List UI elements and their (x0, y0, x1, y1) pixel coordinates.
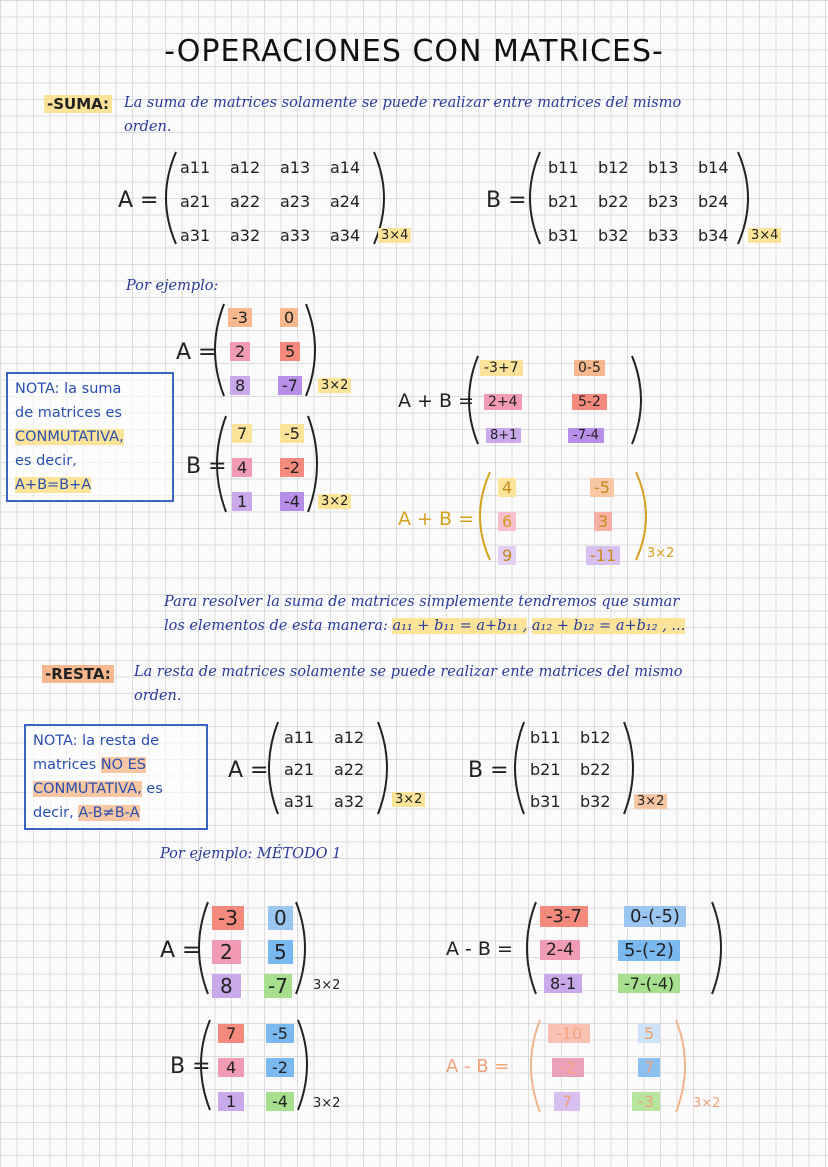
suma-desc-line1: La suma de matrices solamente se puede realizar entre matrices del mismo (124, 95, 682, 111)
matrix-cell: a32 (334, 792, 365, 811)
resta-matrix-a (284, 728, 384, 818)
resta-ex-b-dim: 3×2 (313, 1096, 341, 1111)
matrix-cell: -5 (590, 478, 614, 497)
suma-ex-a-label: A = (176, 340, 217, 365)
suma-ex-a-dim: 3×2 (318, 378, 351, 393)
matrix-cell: -5 (280, 424, 304, 443)
matrix-cell: 5 (638, 1024, 660, 1043)
matrix-cell: 2-4 (540, 940, 580, 960)
sum-expr-label: A + B = (398, 390, 474, 412)
resta-matrix-b-label: B = (468, 758, 509, 783)
resta-tag: -RESTA: (42, 665, 114, 683)
matrix-cell: b11 (530, 728, 561, 747)
note-text: es (146, 781, 163, 797)
explain-text: los elementos de esta manera: (164, 618, 388, 634)
resta-ex-b (208, 1024, 308, 1114)
note-line: de matrices es (15, 405, 122, 421)
matrix-cell: b32 (580, 792, 611, 811)
matrix-cell: a11 (180, 158, 211, 177)
suma-matrix-b-dim: 3×4 (748, 228, 781, 243)
matrix-cell: a33 (280, 226, 311, 245)
matrix-cell: b12 (598, 158, 629, 177)
matrix-cell: -3+7 (480, 360, 523, 376)
matrix-cell: -10 (548, 1024, 590, 1043)
note-text: decir, (33, 805, 74, 821)
matrix-cell: a31 (180, 226, 211, 245)
matrix-cell: 4 (232, 458, 252, 477)
matrix-cell: b31 (530, 792, 561, 811)
matrix-cell: 1 (218, 1092, 244, 1111)
matrix-cell: 8+1 (486, 428, 521, 443)
diff-expr (536, 906, 716, 996)
resta-example-label: Por ejemplo: MÉTODO 1 (160, 846, 342, 862)
suma-matrix-a-label: A = (118, 188, 159, 213)
matrix-cell: 5-(-2) (618, 940, 680, 961)
matrix-cell: b33 (648, 226, 679, 245)
resta-matrix-b-dim: 3×2 (634, 794, 667, 809)
suma-heading (44, 94, 112, 113)
suma-ex-b-label: B = (186, 454, 227, 479)
resta-ex-b-label: B = (170, 1054, 211, 1079)
matrix-cell: 4 (498, 478, 516, 497)
matrix-cell: b24 (698, 192, 729, 211)
matrix-cell: 4 (218, 1058, 244, 1077)
note-highlight: CONMUTATIVA, (33, 781, 142, 797)
page-title: -OPERACIONES CON MATRICES- (164, 34, 664, 69)
explain-formula: a₁₁ + b₁₁ = a+b₁₁ , (392, 618, 528, 634)
matrix-cell: a12 (334, 728, 365, 747)
matrix-cell: -3 (632, 1092, 660, 1111)
matrix-cell: a22 (230, 192, 261, 211)
resta-ex-a (206, 906, 306, 996)
suma-ex-b (224, 420, 314, 516)
matrix-cell: a14 (330, 158, 361, 177)
matrix-cell: b23 (648, 192, 679, 211)
matrix-cell: -2 (266, 1058, 294, 1077)
matrix-cell: b22 (580, 760, 611, 779)
diff-expr-label: A - B = (446, 938, 513, 960)
matrix-cell: 7 (218, 1024, 244, 1043)
suma-note (6, 372, 174, 502)
matrix-cell: 0 (280, 308, 298, 327)
diff-result-dim: 3×2 (693, 1096, 721, 1111)
suma-explain-line2 (164, 618, 685, 634)
matrix-cell: 7 (638, 1058, 660, 1077)
matrix-cell: 8 (212, 974, 241, 998)
suma-matrix-b-label: B = (486, 188, 527, 213)
matrix-cell: 7 (232, 424, 252, 443)
note-highlight: NO ES (100, 757, 146, 773)
matrix-cell: -7 (278, 376, 302, 395)
resta-ex-a-dim: 3×2 (313, 978, 341, 993)
note-highlight: A-B≠B-A (78, 805, 140, 821)
matrix-cell: 5-2 (572, 394, 607, 410)
note-line: NOTA: la suma (15, 381, 122, 397)
suma-matrix-a (180, 158, 380, 248)
matrix-cell: -2 (280, 458, 304, 477)
matrix-cell: b22 (598, 192, 629, 211)
suma-matrix-a-dim: 3×4 (378, 228, 411, 243)
note-highlight: A+B=B+A (15, 477, 92, 493)
matrix-cell: 3 (594, 512, 612, 531)
matrix-cell: 6 (498, 512, 516, 531)
sum-result (494, 476, 644, 566)
suma-desc-line2: orden. (124, 119, 172, 135)
matrix-cell: 0-(-5) (624, 906, 686, 927)
matrix-cell: -3-7 (540, 906, 588, 927)
matrix-cell: b14 (698, 158, 729, 177)
matrix-cell: 9 (498, 546, 516, 565)
matrix-cell: -4 (280, 492, 304, 511)
matrix-cell: 0 (268, 906, 293, 930)
note-highlight: CONMUTATIVA, (15, 429, 124, 445)
resta-note (24, 724, 208, 830)
matrix-cell: 2+4 (484, 394, 522, 410)
matrix-cell: a31 (284, 792, 315, 811)
matrix-cell: -11 (586, 546, 620, 565)
matrix-cell: a12 (230, 158, 261, 177)
matrix-cell: 2 (212, 940, 241, 964)
matrix-cell: 7 (554, 1092, 580, 1111)
matrix-cell: -3 (228, 308, 252, 327)
matrix-cell: 5 (280, 342, 300, 361)
matrix-cell: -7-4 (568, 428, 604, 443)
matrix-cell: a32 (230, 226, 261, 245)
note-line: NOTA: la resta de (33, 733, 160, 749)
matrix-cell: -5 (266, 1024, 294, 1043)
matrix-cell: 2 (230, 342, 250, 361)
resta-matrix-a-dim: 3×2 (392, 792, 425, 807)
sum-result-label: A + B = (398, 508, 474, 530)
suma-explain-line1: Para resolver la suma de matrices simplemente tendremos que sumar (164, 594, 680, 610)
note-text: matrices (33, 757, 97, 773)
matrix-cell: b13 (648, 158, 679, 177)
resta-heading (42, 664, 114, 683)
matrix-cell: a23 (280, 192, 311, 211)
matrix-cell: a21 (284, 760, 315, 779)
matrix-cell: a13 (280, 158, 311, 177)
sum-expr (478, 358, 638, 448)
diff-result (546, 1024, 686, 1114)
resta-matrix-b (530, 728, 630, 818)
suma-ex-a (222, 306, 312, 396)
matrix-cell: 5 (268, 940, 293, 964)
suma-ex-b-dim: 3×2 (318, 494, 351, 509)
matrix-cell: b12 (580, 728, 611, 747)
suma-example-label: Por ejemplo: (126, 278, 219, 294)
matrix-cell: a11 (284, 728, 315, 747)
matrix-cell: b31 (548, 226, 579, 245)
note-line: es decir, (15, 453, 77, 469)
matrix-cell: -2 (552, 1058, 584, 1077)
matrix-cell: -4 (266, 1092, 294, 1111)
explain-formula: a₁₂ + b₁₂ = a+b₁₂ , ... (531, 618, 686, 634)
matrix-cell: -3 (212, 906, 244, 930)
matrix-cell: b21 (548, 192, 579, 211)
matrix-cell: b11 (548, 158, 579, 177)
matrix-cell: b21 (530, 760, 561, 779)
matrix-cell: 0-5 (574, 360, 605, 376)
matrix-cell: b32 (598, 226, 629, 245)
matrix-cell: 1 (232, 492, 252, 511)
matrix-cell: a22 (334, 760, 365, 779)
matrix-cell: -7-(-4) (618, 974, 680, 993)
resta-desc-line2: orden. (134, 688, 182, 704)
diff-result-label: A - B = (446, 1056, 510, 1077)
matrix-cell: a21 (180, 192, 211, 211)
suma-tag: -SUMA: (44, 95, 112, 113)
resta-ex-a-label: A = (160, 938, 201, 963)
resta-matrix-a-label: A = (228, 758, 269, 783)
matrix-cell: a34 (330, 226, 361, 245)
matrix-cell: 8 (230, 376, 250, 395)
matrix-cell: a24 (330, 192, 361, 211)
resta-desc-line1: La resta de matrices solamente se puede realizar ente matrices del mismo (134, 664, 683, 680)
matrix-cell: b34 (698, 226, 729, 245)
suma-matrix-b (548, 158, 748, 248)
sum-result-dim: 3×2 (647, 546, 675, 561)
matrix-cell: -7 (264, 974, 292, 998)
matrix-cell: 8-1 (544, 974, 582, 993)
